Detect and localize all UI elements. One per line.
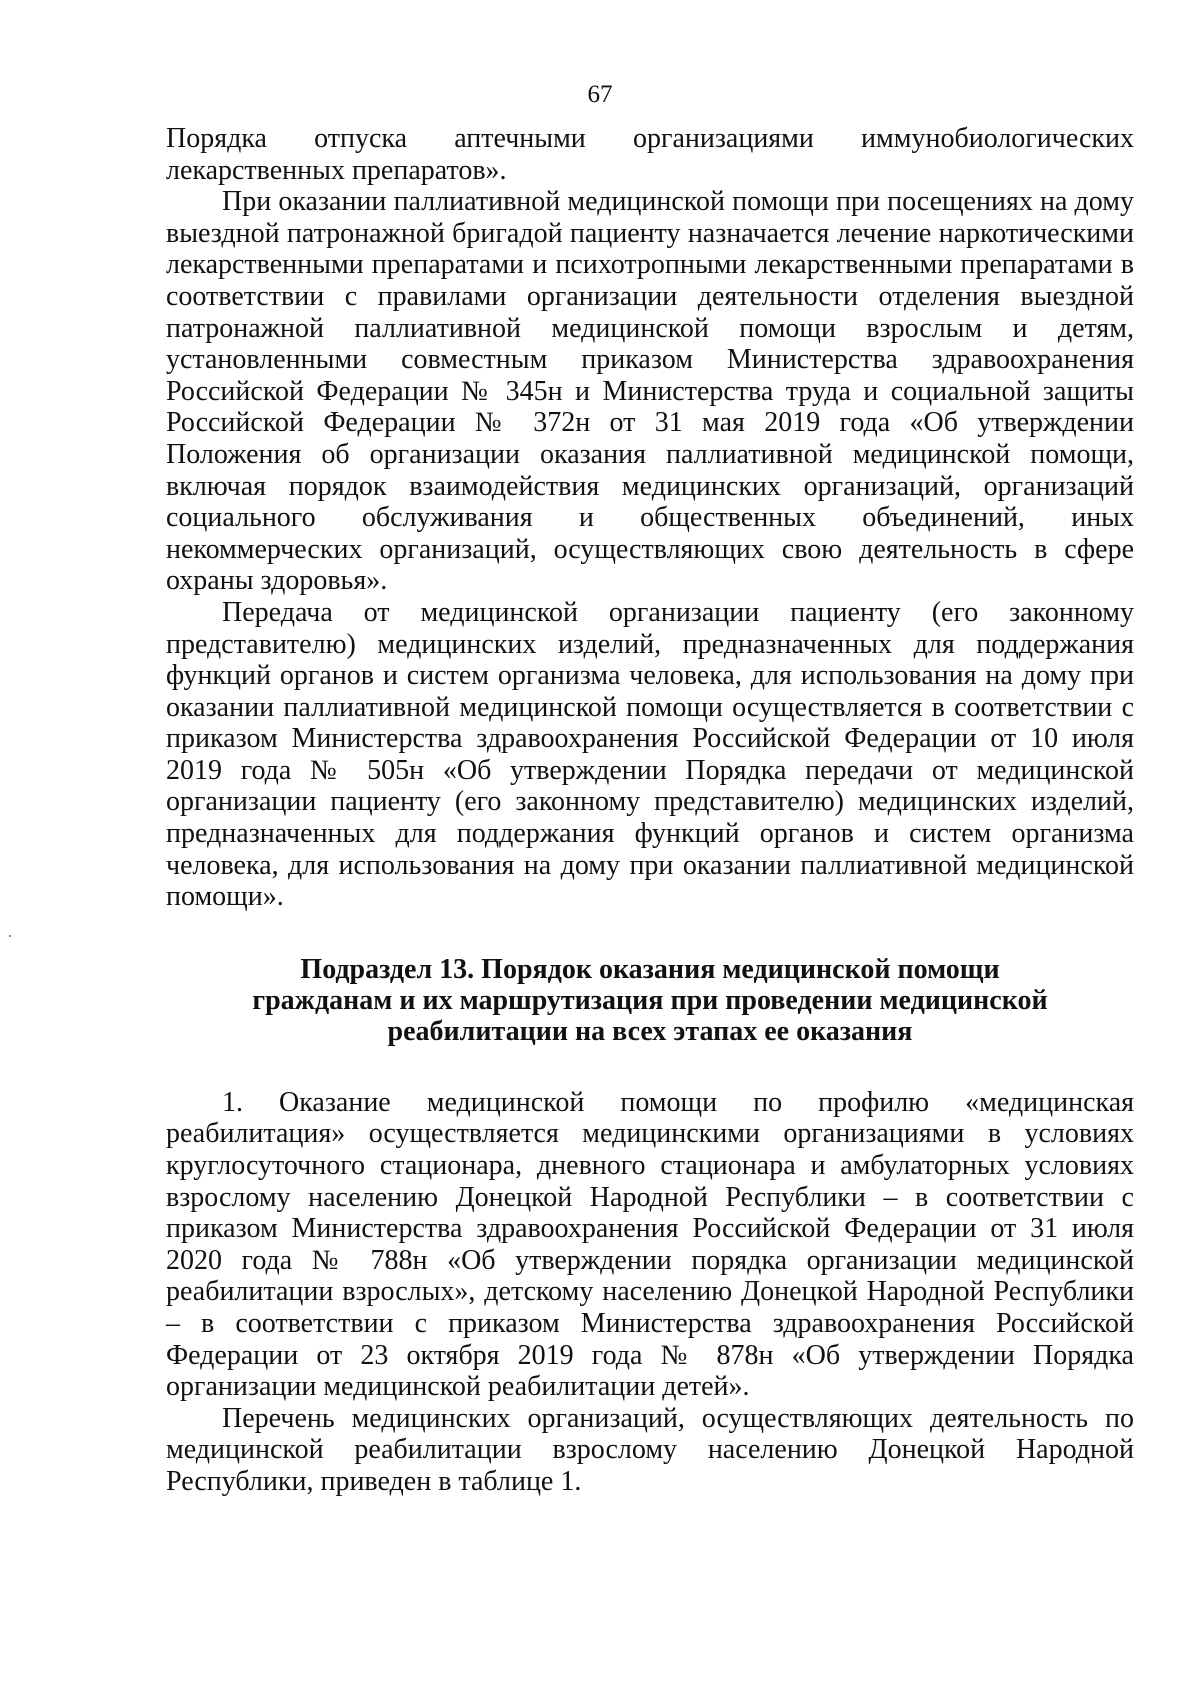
heading-line: реабилитации на всех этапах ее оказания [387,1015,913,1047]
paragraph-palliative-narcotics: При оказании паллиативной медицинской помощи при посещениях на дому выездной патронажной бригадой пациенту назначается лечение наркотическими лекарственными препаратами и психотропными лекарственными препаратами в соответствии с правилами организации деятельности отделения выездной патронажной паллиативной медицинской помощи взрослым и детям, установленными совместным приказом Министерства здравоохранения Российской Федерации № 345н и Министерства труда и социальной защиты Российской Федерации № 372н от 31 мая 2019 года «Об утверждении Положения об организации оказания паллиативной медицинской помощи, включая порядок взаимодействия медицинских организаций, организаций социального обслуживания и общественных объединений, иных некоммерческих организаций, осуществляющих свою деятельность в сфере охраны здоровья». [166,186,1134,597]
paragraph-organization-list: Перечень медицинских организаций, осуществляющих деятельность по медицинской реабилитации взрослому населению Донецкой Народной Республики, приведен в таблице 1. [166,1402,1134,1497]
scan-artifact [9,935,11,937]
paragraph-rehabilitation: 1. Оказание медицинской помощи по профилю «медицинская реабилитация» осуществляется медицинскими организациями в условиях круглосуточного стационара, дневного стационара и амбулаторных условиях взрослому населению Донецкой Народной Республики – в соответствии с приказом Министерства здравоохранения Российской Федерации от 31 июля 2020 года № 788н «Об утверждении порядка организации медицинской реабилитации взрослых», детскому населению Донецкой Народной Республики – в соответствии с приказом Министерства здравоохранения Российской Федерации от 23 октября 2019 года № 878н «Об утверждении Порядка организации медицинской реабилитации детей». [166,1086,1134,1403]
document-body [166,123,1134,1498]
subsection-heading [166,954,1134,1047]
paragraph-medical-devices: Передача от медицинской организации пациенту (его законному представителю) медицинских изделий, предназначенных для поддержания функций органов и систем организма человека, для использования на дому при оказании паллиативной медицинской помощи осуществляется в соответствии с приказом Министерства здравоохранения Российской Федерации от 10 июля 2019 года № 505н «Об утверждении Порядка передачи от медицинской организации пациенту (его законному представителю) медицинских изделий, предназначенных для поддержания функций органов и систем организма человека, для использования на дому при оказании паллиативной медицинской помощи». [166,596,1134,913]
page-number: 67 [587,81,613,108]
heading-line: Подраздел 13. Порядок оказания медицинской помощи [300,953,1000,985]
paragraph-continuation: Порядка отпуска аптечными организациями иммунобиологических лекарственных препаратов». [166,123,1134,186]
heading-line: гражданам и их маршрутизация при проведении медицинской [252,984,1048,1016]
